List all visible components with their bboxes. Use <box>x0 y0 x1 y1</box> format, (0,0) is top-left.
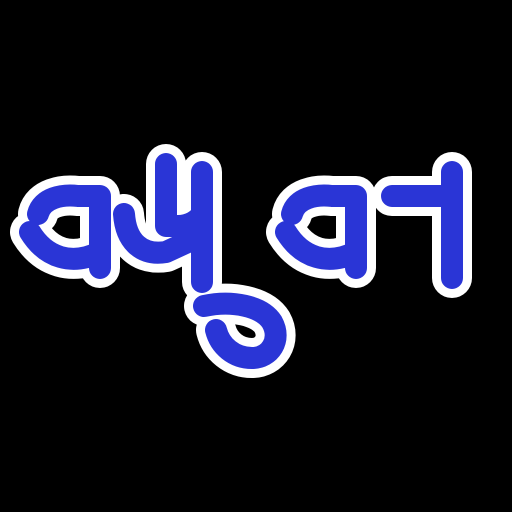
glyph-aa-matra <box>392 172 452 278</box>
glyph-u-matra <box>204 304 276 358</box>
glyph-na-1 <box>30 196 100 268</box>
glyph-na-2 <box>286 196 356 268</box>
word-fill <box>30 164 452 358</box>
